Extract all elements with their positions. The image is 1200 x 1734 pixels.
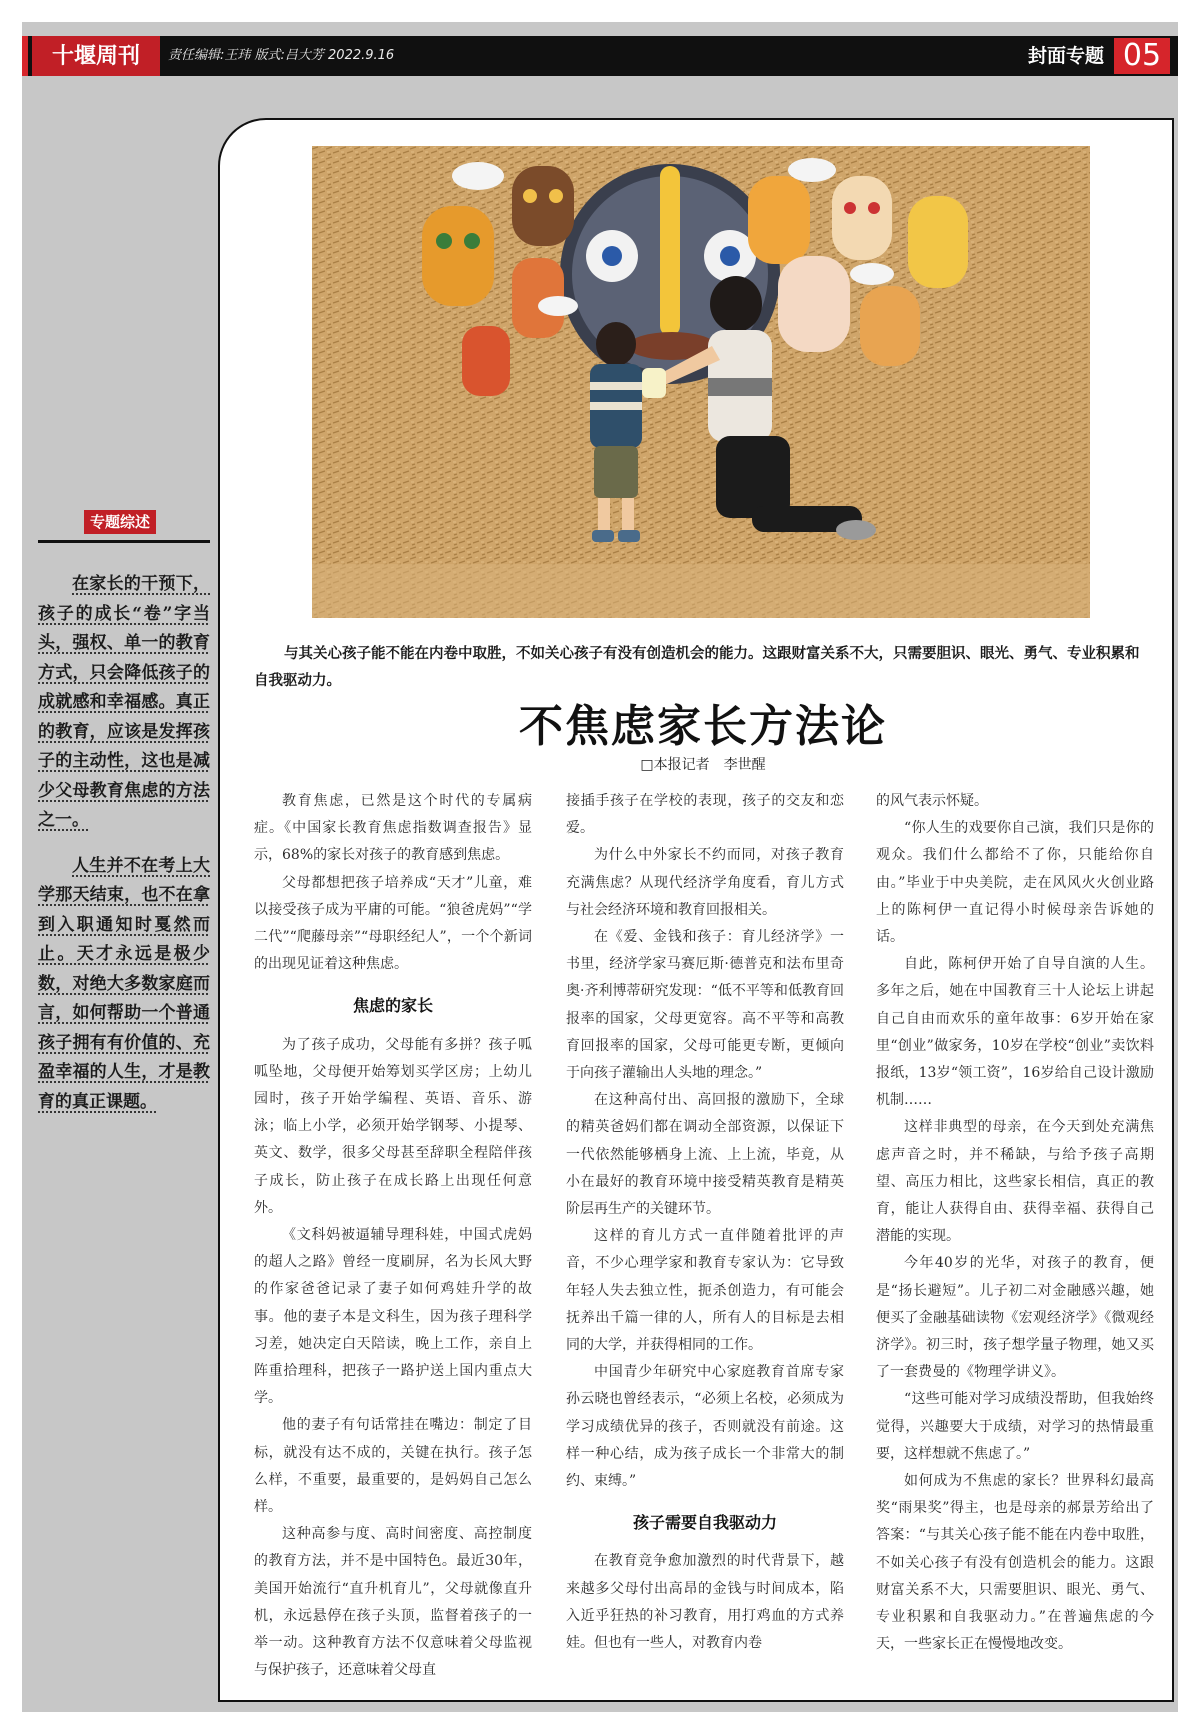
section-heading: 焦虑的家长 <box>352 996 433 1016</box>
body-paragraph: “这些可能对学习成绩没帮助，但我始终觉得，兴趣要大于成绩，对学习的热情最重要，这样想就不焦虑了。” <box>876 1391 1154 1462</box>
article-column-1 <box>254 788 532 1685</box>
masthead-brand: 十堰周刊 <box>32 36 160 76</box>
section-heading: 孩子需要自我驱动力 <box>632 1513 777 1533</box>
summary-sidebar <box>38 510 210 1117</box>
body-paragraph: “你人生的戏要你自己演，我们只是你的观众。我们什么都给不了你，只能给你自由。”毕业于中央美院，走在风风火火创业路上的陈柯伊一直记得小时候母亲告诉她的话。 <box>876 820 1154 946</box>
body-paragraph: 接插手孩子在学校的表现，孩子的交友和恋爱。 <box>566 793 844 837</box>
body-paragraph: 在《爱、金钱和孩子：育儿经济学》一书里，经济学家马赛厄斯·德普克和法布里奇奥·齐利博蒂研究发现：“低不平等和低教育回报率的国家，父母更宽容。高不平等和高教育回报率的国家，父母可能更专断，更倾向于向孩子灌输出人头地的理念。” <box>566 929 844 1082</box>
body-paragraph: 为了孩子成功，父母能有多拼？孩子呱呱坠地，父母便开始筹划买学区房；上幼儿园时，孩子开始学编程、英语、音乐、游泳；临上小学，必须开始学钢琴、小提琴、英文、数学，很多父母甚至辞职全程陪伴孩子成长，防止孩子在成长路上出现任何意外。 <box>254 1036 532 1216</box>
sidebar-paragraph: 在家长的干预下，孩子的成长“卷”字当头，强权、单一的教育方式，只会降低孩子的成就感和幸福感。真正的教育，应该是发挥孩子的主动性，这也是减少父母教育焦虑的方法之一。 <box>38 574 210 830</box>
sidebar-rule <box>38 540 210 543</box>
cover-photo <box>312 146 1090 618</box>
body-paragraph: 今年40岁的光华，对孩子的教育，便是“扬长避短”。儿子初二对金融感兴趣，她便买了金融基础读物《宏观经济学》《微观经济学》。初三时，孩子想学量子物理，她又买了一套费曼的《物理学讲义》。 <box>876 1255 1154 1381</box>
editor-meta: 责任编辑:王玮 版式:吕大芳 2022.9.16 <box>168 48 395 63</box>
sidebar-tag-wrap <box>38 510 210 540</box>
article-column-3 <box>876 788 1154 1659</box>
body-paragraph: 自此，陈柯伊开始了自导自演的人生。多年之后，她在中国教育三十人论坛上讲起自己自由而欢乐的童年故事：6岁开始在家里“创业”做家务，10岁在学校“创业”卖饮料报纸，13岁“领工资”，16岁给自己设计激励机制…… <box>876 956 1154 1109</box>
section-name: 封面专题 <box>1027 45 1104 67</box>
article-byline: □本报记者 李世醒 <box>640 757 766 773</box>
body-paragraph: 这样的育儿方式一直伴随着批评的声音，不少心理学家和教育专家认为：它导致年轻人失去独立性，扼杀创造力，有可能会抚养出千篇一律的人，所有人的目标是去相同的大学，并获得相同的工作。 <box>566 1228 844 1354</box>
header-accent <box>22 36 28 76</box>
photo-illustration <box>312 146 1090 618</box>
article-lede: 与其关心孩子能不能在内卷中取胜，不如关心孩子有没有创造机会的能力。这跟财富关系不大，只需要胆识、眼光、勇气、专业积累和自我驱动力。 <box>254 645 1140 689</box>
body-paragraph: 父母都想把孩子培养成“天才”儿童，难以接受孩子成为平庸的可能。“狼爸虎妈”“学二代”“爬藤母亲”“母职经纪人”，一个个新词的出现见证着这种焦虑。 <box>254 874 532 973</box>
body-paragraph: 他的妻子有句话常挂在嘴边：制定了目标，就没有达不成的，关键在执行。孩子怎么样，不重要，最重要的，是妈妈自己怎么样。 <box>254 1417 532 1516</box>
body-paragraph: 中国青少年研究中心家庭教育首席专家孙云晓也曾经表示，“必须上名校，必须成为学习成绩优异的孩子，否则就没有前途。这样一种心结，成为孩子成长一个非常大的制约、束缚。” <box>566 1364 844 1490</box>
body-paragraph: 《文科妈被逼辅导理科娃，中国式虎妈的超人之路》曾经一度刷屏，名为长风大野的作家爸爸记录了妻子如何鸡娃升学的故事。他的妻子本是文科生，因为孩子理科学习差，她决定白天陪读，晚上工作，亲自上阵重拾理科，把孩子一路护送上国内重点大学。 <box>254 1227 532 1407</box>
article-title: 不焦虑家长方法论 <box>519 701 887 752</box>
page-header <box>22 36 1178 76</box>
body-paragraph: 在教育竞争愈加激烈的时代背景下，越来越多父母付出高昂的金钱与时间成本，陷入近乎狂热的补习教育，用打鸡血的方式养娃。但也有一些人，对教育内卷 <box>566 1553 844 1652</box>
body-paragraph: 这种高参与度、高时间密度、高控制度的教育方法，并不是中国特色。最近30年，美国开始流行“直升机育儿”，父母就像直升机，永远悬停在孩子头顶，监督着孩子的一举一动。这种教育方法不仅意味着父母监视与保护孩子，还意味着父母直 <box>254 1526 532 1679</box>
sidebar-tag: 专题综述 <box>84 510 156 534</box>
body-paragraph: 为什么中外家长不约而同，对孩子教育充满焦虑？从现代经济学角度看，育儿方式与社会经济环境和教育回报相关。 <box>566 847 844 918</box>
article-column-2 <box>566 788 844 1657</box>
body-paragraph: 如何成为不焦虑的家长？世界科幻最高奖“雨果奖”得主，也是母亲的郝景芳给出了答案：“与其关心孩子能不能在内卷中取胜，不如关心孩子有没有创造机会的能力。这跟财富关系不大，只需要胆识、眼光、勇气、专业积累和自我驱动力。”在普遍焦虑的今天，一些家长正在慢慢地改变。 <box>876 1473 1154 1653</box>
body-paragraph: 这样非典型的母亲，在今天到处充满焦虑声音之时，并不稀缺，与给予孩子高期望、高压力相比，这些家长相信，真正的教育，能让人获得自由、获得幸福、获得自己潜能的实现。 <box>876 1119 1154 1245</box>
body-paragraph: 的风气表示怀疑。 <box>876 793 988 809</box>
body-paragraph: 教育焦虑，已然是这个时代的专属病症。《中国家长教育焦虑指数调查报告》显示，68%的家长对孩子的教育感到焦虑。 <box>254 793 532 864</box>
sidebar-paragraph: 人生并不在考上大学那天结束，也不在拿到入职通知时戛然而止。天才永远是极少数，对绝大多数家庭而言，如何帮助一个普通孩子拥有有价值的、充盈幸福的人生，才是教育的真正课题。 <box>38 855 210 1112</box>
body-paragraph: 在这种高付出、高回报的激励下，全球的精英爸妈们都在调动全部资源，以保证下一代依然能够栖身上流、上上流，毕竟，从小在最好的教育环境中接受精英教育是精英阶层再生产的关键环节。 <box>566 1092 844 1218</box>
page-number: 05 <box>1114 38 1170 74</box>
